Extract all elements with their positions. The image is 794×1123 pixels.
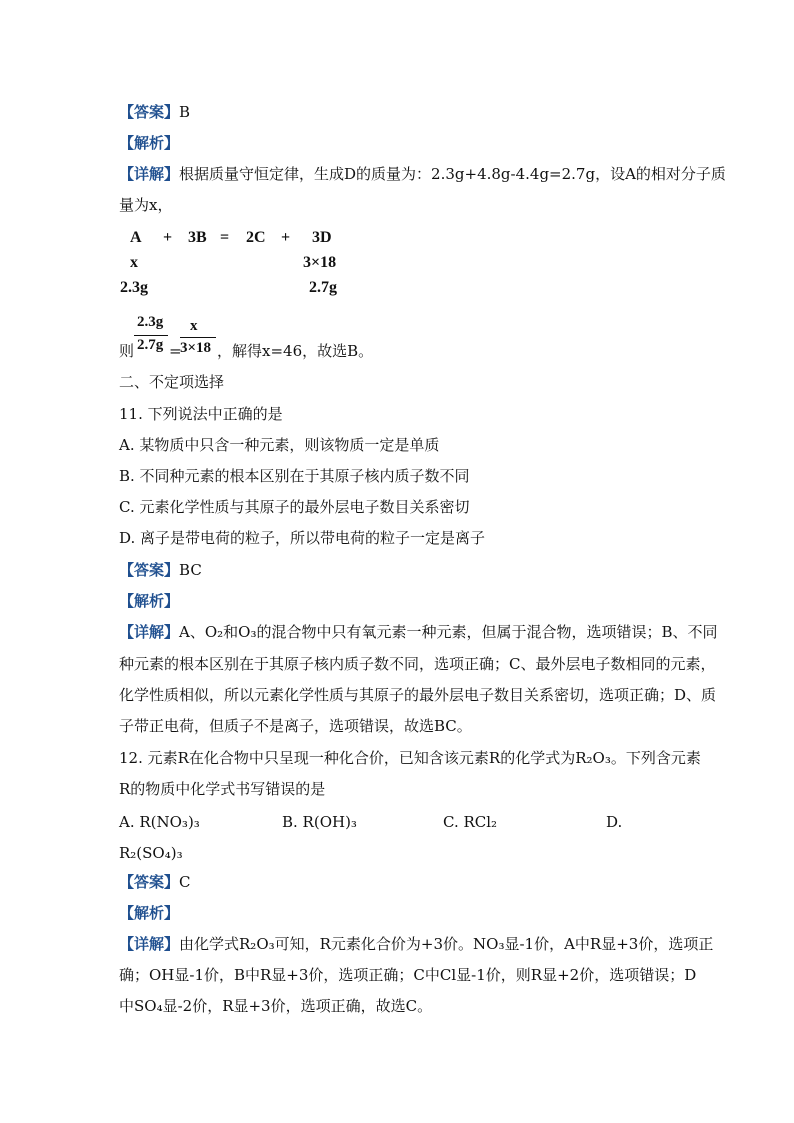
eq-term: 3B bbox=[188, 229, 207, 246]
q12-analysis-line bbox=[119, 903, 179, 923]
ze-text: 则 bbox=[119, 342, 135, 360]
q12-detail-line1 bbox=[119, 934, 713, 954]
answer-value: C bbox=[179, 873, 191, 891]
q12-stem-line1: 12. 元素R在化合物中只呈现一种化合价，已知含该元素R的化学式为R₂O₃。下列含元素 bbox=[119, 749, 701, 767]
eq-op: + bbox=[163, 229, 173, 246]
q11-option-d: D. 离子是带电荷的粒子，所以带电荷的粒子一定是离子 bbox=[119, 529, 486, 547]
fraction-bar bbox=[134, 335, 168, 336]
fraction-numerator: x bbox=[190, 318, 198, 334]
q10-answer-line bbox=[119, 102, 190, 122]
q12-option-b: B. R(OH)₃ bbox=[282, 813, 357, 831]
q12-stem-line2: R的物质中化学式书写错误的是 bbox=[119, 780, 326, 798]
eq-op: + bbox=[281, 229, 291, 246]
q12-option-a: A. R(NO₃)₃ bbox=[119, 813, 200, 831]
analysis-tag: 【解析】 bbox=[119, 134, 180, 152]
q11-option-b: B. 不同种元素的根本区别在于其原子核内质子数不同 bbox=[119, 467, 470, 485]
q11-answer-line bbox=[119, 560, 202, 580]
answer-value: BC bbox=[179, 561, 202, 579]
answer-tag: 【答案】 bbox=[119, 561, 180, 579]
detail-tag: 【详解】 bbox=[119, 935, 180, 953]
q10-detail-line1 bbox=[119, 164, 726, 184]
eq-value: 2.3g bbox=[120, 279, 148, 296]
detail-text: 由化学式R₂O₃可知，R元素化合价为+3价。NO₃显-1价，A中R显+3价，选项正 bbox=[179, 935, 714, 953]
q11-detail-line4: 子带正电荷，但质子不是离子，选项错误，故选BC。 bbox=[119, 717, 472, 735]
analysis-tag: 【解析】 bbox=[119, 904, 180, 922]
q12-option-d-formula: R₂(SO₄)₃ bbox=[119, 844, 183, 862]
q11-detail-line3: 化学性质相似，所以元素化学性质与其原子的最外层电子数目关系密切，选项正确；D、质 bbox=[119, 686, 717, 704]
detail-tag: 【详解】 bbox=[119, 165, 180, 183]
q10-detail-line2 bbox=[119, 195, 172, 215]
eq-term: 2C bbox=[246, 229, 266, 246]
q11-option-a: A. 某物质中只含一种元素，则该物质一定是单质 bbox=[119, 436, 440, 454]
detail-text: 量为x， bbox=[119, 196, 173, 214]
fraction-numerator: 2.3g bbox=[137, 314, 164, 330]
eq-term: A bbox=[130, 229, 142, 246]
fraction-bar bbox=[180, 337, 216, 338]
answer-tag: 【答案】 bbox=[119, 873, 180, 891]
fraction-denominator: 3×18 bbox=[180, 340, 212, 356]
answer-tag: 【答案】 bbox=[119, 103, 180, 121]
q10-analysis-line bbox=[119, 133, 179, 153]
eq-value: x bbox=[130, 254, 138, 271]
q11-analysis-line bbox=[119, 591, 179, 611]
eq-term: 3D bbox=[312, 229, 332, 246]
analysis-tag: 【解析】 bbox=[119, 592, 180, 610]
answer-value: B bbox=[179, 103, 191, 121]
eq-value: 3×18 bbox=[303, 254, 337, 271]
q12-option-c: C. RCl₂ bbox=[443, 813, 498, 831]
q11-detail-line2: 种元素的根本区别在于其原子核内质子数不同，选项正确；C、最外层电子数相同的元素， bbox=[119, 655, 716, 673]
detail-text: A、O₂和O₃的混合物中只有氧元素一种元素，但属于混合物，选项错误；B、不同 bbox=[179, 623, 718, 641]
eq-op: = bbox=[220, 229, 230, 246]
q12-option-d: D. bbox=[606, 813, 623, 831]
q11-stem: 11. 下列说法中正确的是 bbox=[119, 405, 283, 423]
q12-answer-line bbox=[119, 872, 191, 892]
detail-tag: 【详解】 bbox=[119, 623, 180, 641]
q11-detail-line1 bbox=[119, 622, 718, 642]
fraction-denominator: 2.7g bbox=[137, 337, 164, 353]
section-title: 二、不定项选择 bbox=[119, 373, 225, 391]
q12-detail-line3: 中SO₄显-2价，R显+3价，选项正确，故选C。 bbox=[119, 997, 433, 1015]
detail-text: 根据质量守恒定律，生成D的质量为：2.3g+4.8g-4.4g=2.7g，设A的相对分子质 bbox=[179, 165, 726, 183]
q11-option-c: C. 元素化学性质与其原子的最外层电子数目关系密切 bbox=[119, 498, 470, 516]
equals-sign: = bbox=[169, 342, 182, 360]
solve-text: ，解得x=46，故选B。 bbox=[217, 342, 374, 360]
q12-detail-line2: 确；OH显-1价，B中R显+3价，选项正确；C中Cl显-1价，则R显+2价，选项错误；D bbox=[119, 966, 697, 984]
eq-value: 2.7g bbox=[309, 279, 337, 296]
